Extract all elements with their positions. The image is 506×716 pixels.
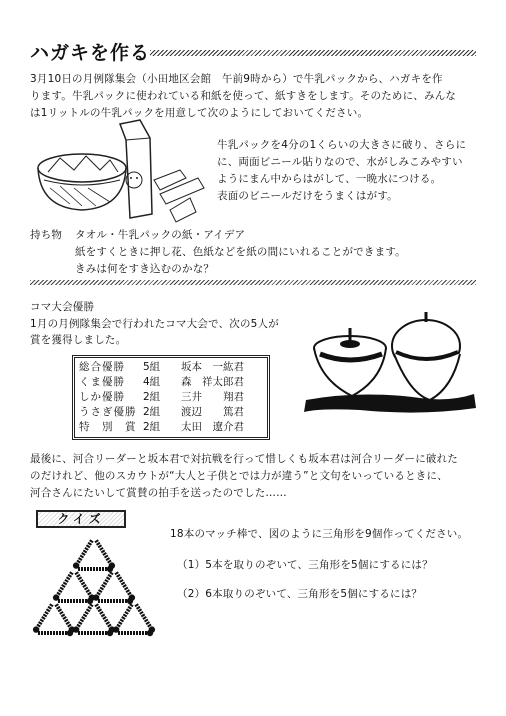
winner-group: 2組 [143, 391, 161, 403]
winner-name: 太田 遼介君 [181, 421, 244, 433]
matchstick [38, 630, 73, 636]
matchstick [96, 540, 115, 568]
winner-group: 5組 [143, 361, 161, 373]
winner-group: 2組 [143, 406, 161, 418]
winner-row [79, 405, 263, 420]
winners-table [72, 355, 270, 440]
koma-closing-line-1: 最後に、河合リーダーと坂本君で対抗戦を行って惜しくも坂本君は河合リーダーに破れた [30, 453, 458, 465]
matchstick [73, 540, 92, 568]
koma-intro-line-1: 1月の月例隊集会で行われたコマ大会で、次の5人が [30, 318, 279, 330]
winner-row [79, 375, 263, 390]
winner-row [79, 420, 263, 435]
matchstick [93, 572, 112, 600]
quiz-prompt: 18本のマッチ棒で、図のように三角形を9個作ってください。 [170, 528, 469, 540]
belongings-label: 持ち物 [30, 229, 63, 241]
hagaki-step-line-4: 表面のビニールだけをうまくはがす。 [217, 190, 398, 202]
winner-name: 渡辺 篤君 [181, 406, 244, 418]
winner-name: 森 祥太郎君 [181, 376, 244, 388]
koma-heading: コマ大会優勝 [30, 301, 95, 313]
matchstick [113, 604, 132, 632]
winner-award: 総合優勝 [79, 361, 125, 373]
matchstick [118, 630, 153, 636]
matchstick [56, 604, 75, 632]
quiz-question-2: （2）6本取りのぞいて、三角形を5個にするには？ [177, 588, 423, 600]
matchstick [136, 604, 155, 632]
winner-award: しか優勝 [79, 391, 125, 403]
hagaki-note-line-2: きみは何をすき込むのかな？ [75, 263, 215, 275]
winner-name: 坂本 一紘君 [181, 361, 244, 373]
hagaki-intro-line-3: は1リットルの牛乳パックを用意して次のようにしておいてください。 [30, 107, 369, 119]
matchstick [76, 572, 95, 600]
winner-group: 4組 [143, 376, 161, 388]
hagaki-step-line-1: 牛乳パックを4分の1くらいの大きさに破り、さらに [217, 139, 467, 151]
winner-award: うさぎ優勝 [79, 406, 137, 418]
quiz-title: クイズ [36, 510, 126, 528]
matchstick [78, 566, 113, 572]
hagaki-step-line-3: ようにまん中からはがして、一晩水につける。 [217, 173, 442, 185]
matchstick [58, 598, 93, 604]
hagaki-title: ハガキを作る [30, 42, 151, 64]
spinning-tops-illustration [300, 308, 480, 418]
koma-closing-line-2: のだけれど、他のスカウトが“大人と子供とでは力が違う”と文句をいっているときに、 [30, 470, 448, 482]
matchstick-triangle-diagram [30, 533, 158, 639]
belongings-list: タオル・牛乳パックの紙・アイデア [75, 229, 246, 241]
hagaki-note-line-1: 紙をすくときに押し花、色紙などを紙の間にいれることができます。 [75, 246, 406, 258]
matchstick [73, 604, 92, 632]
section-divider [30, 280, 476, 285]
title-underline [150, 50, 476, 56]
matchstick [116, 572, 135, 600]
quiz-question-1: （1）5本を取りのぞいて、三角形を5個にするには？ [177, 559, 433, 571]
matchstick [96, 604, 115, 632]
hagaki-intro-line-2: ります。牛乳パックに使われている和紙を使って、紙すきをします。そのために、みんな [30, 90, 457, 102]
winner-row [79, 360, 263, 375]
winner-name: 三井 翔君 [181, 391, 244, 403]
hagaki-step-line-2: に、両面ビニール貼りなので、水がしみこみやすい [217, 156, 463, 168]
winner-row [79, 390, 263, 405]
hagaki-intro-line-1: 3月10日の月例隊集会（小田地区会館 午前9時から）で牛乳パックから、ハガキを作 [30, 73, 443, 85]
matchstick [33, 604, 52, 632]
winner-group: 2組 [143, 421, 161, 433]
matchstick [78, 630, 113, 636]
matchstick [53, 572, 72, 600]
koma-intro-line-2: 賞を獲得しました。 [30, 334, 127, 346]
winner-award: くま優勝 [79, 376, 125, 388]
milk-carton-bowl-illustration [30, 118, 210, 230]
winner-award: 特 別 賞 [79, 421, 137, 433]
koma-closing-line-3: 河合さんにたいして賞賛の拍手を送ったのでした…… [30, 487, 287, 499]
matchstick [98, 598, 133, 604]
